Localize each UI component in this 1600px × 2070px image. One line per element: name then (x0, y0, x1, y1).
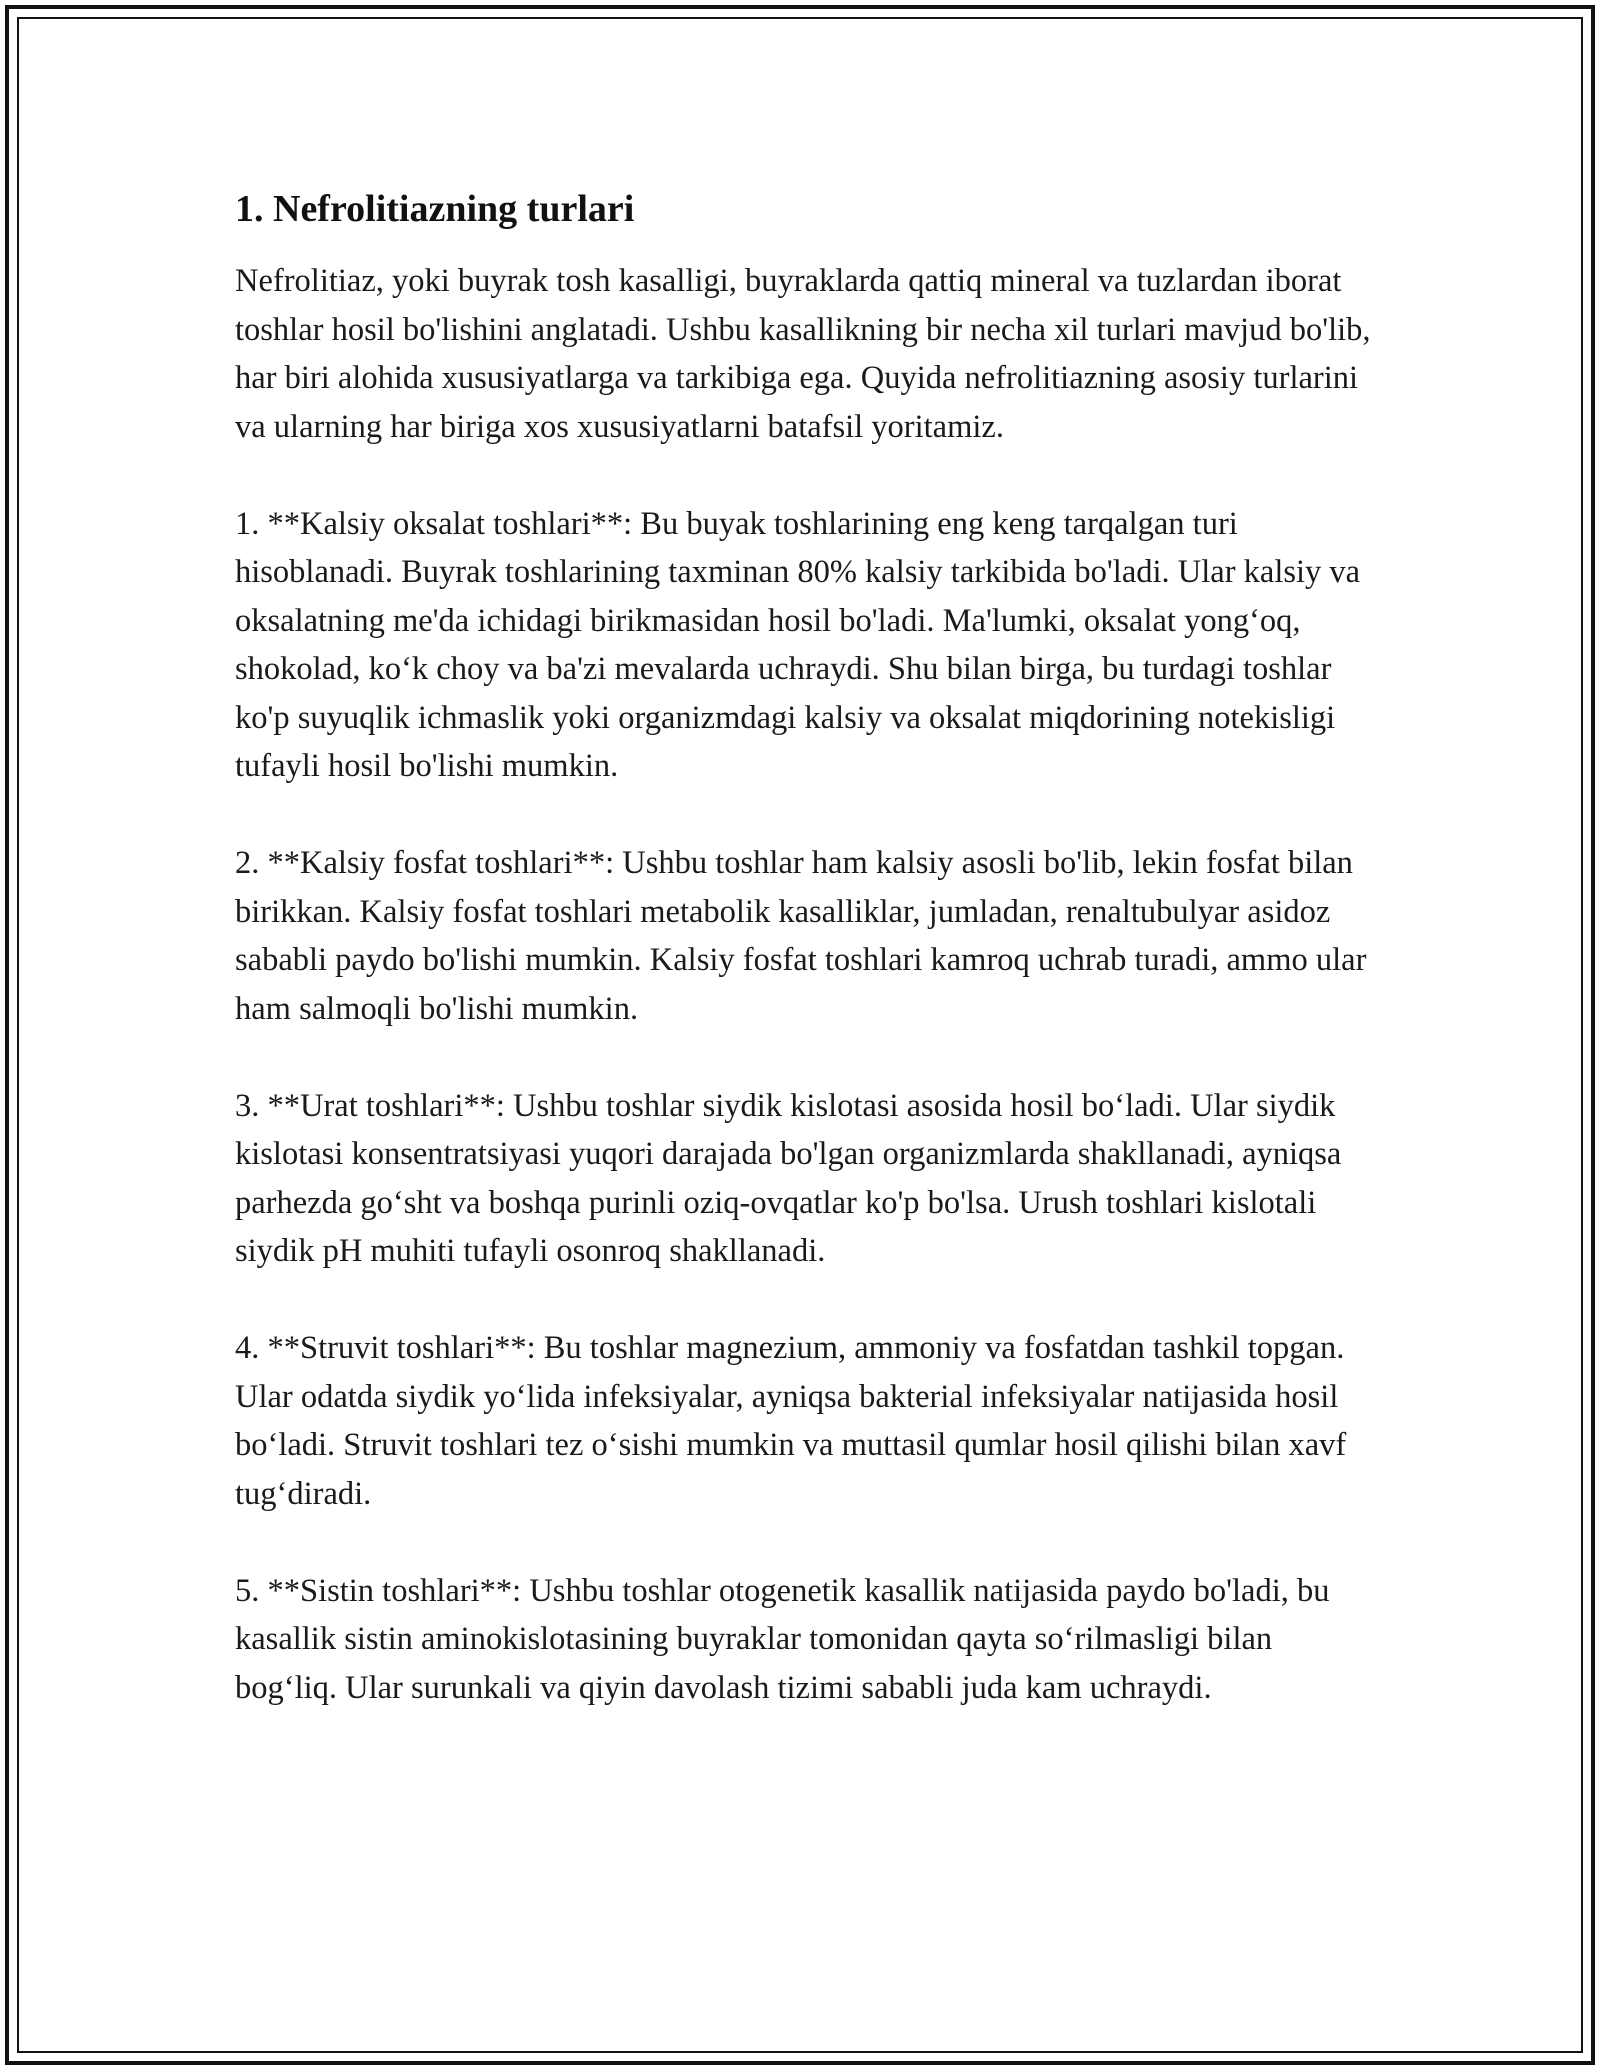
section-heading: 1. Nefrolitiazning turlari (235, 188, 635, 230)
intro-paragraph: Nefrolitiaz, yoki buyrak tosh kasalligi, buyraklarda qattiq mineral va tuzlardan iborat toshlar hosil bo'lishini anglatadi. Ushbu kasallikning bir necha xil turlari mavjud bo'lib, har biri alohida xususiyatlarga va tarkibiga ega. Quyida nefrolitiazning asosiy turlarini va ularning har biriga xos xususiyatlarni batafsil yoritamiz. (235, 263, 1371, 445)
paragraph-calcium-phosphate: 2. **Kalsiy fosfat toshlari**: Ushbu toshlar ham kalsiy asosli bo'lib, lekin fosfat bilan birikkan. Kalsiy fosfat toshlari metabolik kasalliklar, jumladan, renaltubulyar asidoz sababli paydo bo'lishi mumkin. Kalsiy fosfat toshlari kamroq uchrab turadi, ammo ular ham salmoqli bo'lishi mumkin. (235, 845, 1367, 1027)
paragraph-urate: 3. **Urat toshlari**: Ushbu toshlar siydik kislotasi asosida hosil bo‘ladi. Ular siydik kislotasi konsentratsiyasi yuqori darajada bo'lgan organizmlarda shakllanadi, ayniqsa parhezda go‘sht va boshqa purinli oziq-ovqatlar ko'p bo'lsa. Urush toshlari kislotali siydik pH muhiti tufayli osonroq shakllanadi. (235, 1087, 1342, 1269)
paragraph-calcium-oxalate: 1. **Kalsiy oksalat toshlari**: Bu buyak toshlarining eng keng tarqalgan turi hisoblanadi. Buyrak toshlarining taxminan 80% kalsiy tarkibida bo'ladi. Ular kalsiy va oksalatning me'da ichidagi birikmasidan hosil bo'ladi. Ma'lumki, oksalat yong‘oq, shokolad, ko‘k choy va ba'zi mevalarda uchraydi. Shu bilan birga, bu turdagi toshlar ko'p suyuqlik ichmaslik yoki organizmdagi kalsiy va oksalat miqdorining notekisligi tufayli hosil bo'lishi mumkin. (235, 505, 1361, 784)
document-body (235, 185, 1375, 1761)
paragraph-struvite: 4. **Struvit toshlari**: Bu toshlar magnezium, ammoniy va fosfatdan tashkil topgan. Ular odatda siydik yo‘lida infeksiyalar, ayniqsa bakterial infeksiyalar natijasida hosil bo‘ladi. Struvit toshlari tez o‘sishi mumkin va muttasil qumlar hosil qilishi bilan xavf tug‘diradi. (235, 1330, 1347, 1512)
paragraph-cystine: 5. **Sistin toshlari**: Ushbu toshlar otogenetik kasallik natijasida paydo bo'ladi, bu kasallik sistin aminokislotasining buyraklar tomonidan qayta so‘rilmasligi bilan bog‘liq. Ular surunkali va qiyin davolash tizimi sababli juda kam uchraydi. (235, 1572, 1330, 1706)
